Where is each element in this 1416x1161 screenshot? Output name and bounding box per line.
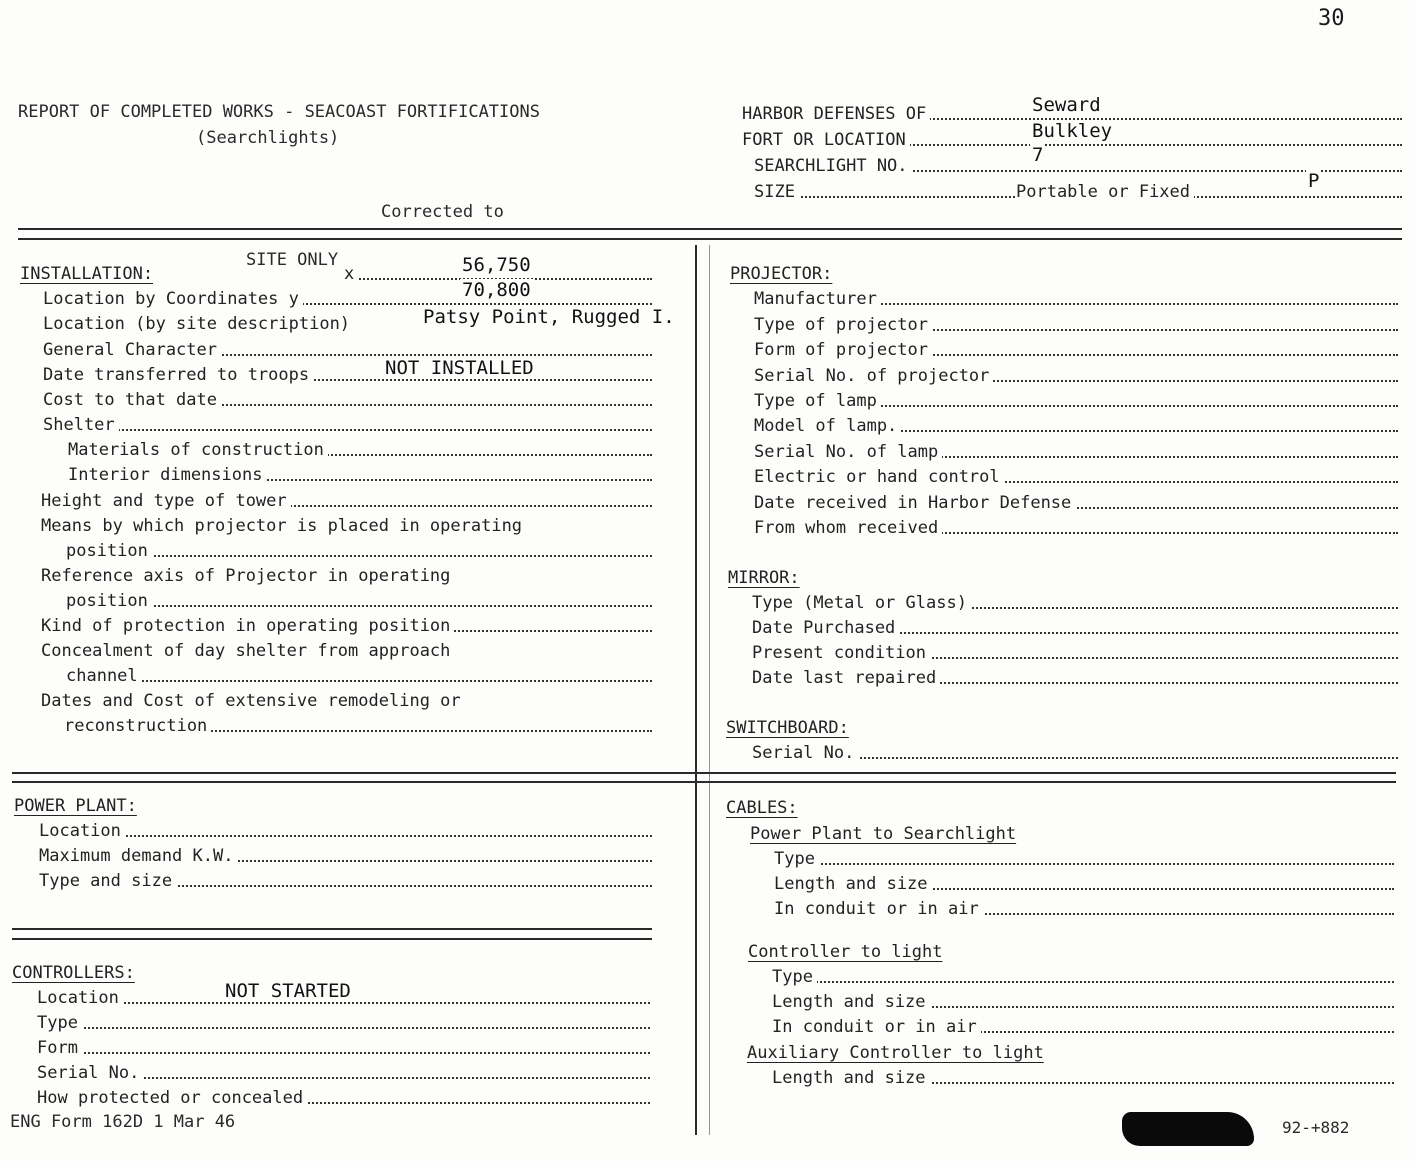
coord-y-label: Location by Coordinates y (43, 289, 303, 309)
cable-field-0-0 (774, 849, 1394, 873)
cable-power-type-label: Type (774, 849, 819, 869)
projector-field-6 (754, 442, 1398, 466)
redaction-mark (1122, 1112, 1254, 1146)
cable-group-auxiliary-title: Auxiliary Controller to light (747, 1043, 1044, 1063)
projector-field-4 (754, 391, 1398, 415)
form-id: ENG Form 162D 1 Mar 46 (10, 1112, 236, 1132)
projector-field-5 (754, 416, 1398, 440)
protection-field (41, 616, 652, 640)
site-only-note: SITE ONLY (246, 250, 339, 270)
projector-heading: PROJECTOR: (730, 264, 833, 284)
projector-field-1 (754, 315, 1398, 339)
switchboard-serial-label: Serial No. (752, 743, 858, 763)
shelter-label: Shelter (43, 415, 119, 435)
cost-field (43, 390, 652, 414)
switchboard-heading: SWITCHBOARD: (726, 718, 849, 738)
means-position-field (66, 541, 652, 565)
searchlight-no-value: 7 (1032, 144, 1044, 166)
protection-label: Kind of protection in operating position (41, 616, 454, 636)
cable-field-2-0 (772, 1068, 1394, 1092)
type-lamp-label: Type of lamp (754, 391, 881, 411)
mirror-heading: MIRROR: (728, 568, 800, 588)
means-field (41, 516, 652, 540)
coord-x-label: x (344, 264, 358, 284)
top-rule-double (18, 238, 1402, 240)
fort-location-field (742, 120, 1402, 154)
corrected-to-label: Corrected to (381, 202, 504, 222)
cable-auxiliary-length-label: Length and size (772, 1068, 930, 1088)
page-number: 30 (1318, 6, 1345, 31)
size-field (754, 170, 1402, 206)
mirror-type-label: Type (Metal or Glass) (752, 593, 971, 613)
cost-label: Cost to that date (43, 390, 221, 410)
type-projector-label: Type of projector (754, 315, 932, 335)
projector-field-9 (754, 518, 1398, 542)
materials-label: Materials of construction (68, 440, 328, 460)
portable-fixed-value: P (1308, 170, 1320, 192)
fort-location-label: FORT OR LOCATION (742, 130, 910, 150)
general-character-label: General Character (43, 340, 221, 360)
reference-position-field (66, 591, 652, 615)
controllers-heading: CONTROLLERS: (12, 963, 135, 983)
mirror-field-2 (752, 643, 1398, 667)
harbor-defenses-label: HARBOR DEFENSES OF (742, 104, 930, 124)
means-position-label: position (66, 541, 152, 561)
document-title: REPORT OF COMPLETED WORKS - SEACOAST FORTIFICATIONS (18, 102, 540, 122)
cable-field-1-2 (772, 1017, 1394, 1041)
reference-position-label: position (66, 591, 152, 611)
mirror-condition-label: Present condition (752, 643, 930, 663)
means-label: Means by which projector is placed in operating (41, 516, 526, 536)
serial-number: 92-+882 (1282, 1118, 1350, 1137)
general-character-field (43, 340, 652, 364)
cable-field-0-1 (774, 874, 1394, 898)
cable-controller-type-label: Type (772, 967, 817, 987)
mid-rule (12, 772, 1396, 774)
reconstruction-label: reconstruction (64, 716, 211, 736)
manufacturer-label: Manufacturer (754, 289, 881, 309)
projector-field-8 (754, 493, 1398, 517)
cable-power-conduit-label: In conduit or in air (774, 899, 983, 919)
controllers-form-label: Form (37, 1038, 82, 1058)
projector-field-7 (754, 467, 1398, 491)
top-rule (18, 228, 1402, 230)
mirror-repaired-label: Date last repaired (752, 668, 940, 688)
center-divider-thin (709, 245, 710, 1135)
remodeling-label: Dates and Cost of extensive remodeling or (41, 691, 465, 711)
date-transferred-value: NOT INSTALLED (385, 357, 534, 379)
lower-left-rule-double (12, 938, 652, 940)
concealment-field (41, 641, 652, 665)
materials-field (68, 440, 652, 464)
reference-axis-label: Reference axis of Projector in operating (41, 566, 454, 586)
size-label: SIZE (754, 182, 799, 202)
projector-field-3 (754, 366, 1398, 390)
reconstruction-field (64, 716, 652, 740)
controllers-protected-label: How protected or concealed (37, 1088, 307, 1108)
portable-fixed-label: Portable or Fixed (1016, 182, 1194, 202)
cable-power-length-label: Length and size (774, 874, 932, 894)
date-transferred-label: Date transferred to troops (43, 365, 313, 385)
site-description-value: Patsy Point, Rugged I. (423, 306, 675, 328)
cable-controller-length-label: Length and size (772, 992, 930, 1012)
power-field-1 (39, 846, 652, 870)
remodeling-field (41, 691, 652, 715)
mirror-purchased-label: Date Purchased (752, 618, 899, 638)
projector-field-2 (754, 340, 1398, 364)
cables-heading: CABLES: (726, 798, 798, 818)
channel-field (66, 666, 652, 690)
coord-x-value: 56,750 (462, 254, 531, 276)
power-field-2 (39, 871, 652, 895)
power-field-0 (39, 821, 652, 845)
controllers-location-value: NOT STARTED (225, 980, 351, 1002)
controllers-serial-label: Serial No. (37, 1063, 143, 1083)
site-description-label: Location (by site description) (43, 314, 354, 334)
interior-dimensions-label: Interior dimensions (68, 465, 266, 485)
from-whom-label: From whom received (754, 518, 942, 538)
controllers-field-1 (37, 1013, 650, 1037)
searchlight-no-label: SEARCHLIGHT NO. (754, 156, 912, 176)
cable-group-controller-title: Controller to light (748, 942, 943, 962)
harbor-defenses-value: Seward (1032, 94, 1101, 116)
power-location-label: Location (39, 821, 125, 841)
controllers-field-4 (37, 1088, 650, 1112)
date-transferred-field (43, 357, 652, 389)
mirror-field-1 (752, 618, 1398, 642)
channel-label: channel (66, 666, 142, 686)
power-plant-heading: POWER PLANT: (14, 796, 137, 816)
controllers-location-label: Location (37, 988, 123, 1008)
projector-field-0 (754, 289, 1398, 313)
searchlight-no-field (754, 144, 1402, 180)
center-divider (695, 245, 697, 1135)
interior-dimensions-field (68, 465, 652, 489)
mirror-field-0 (752, 593, 1398, 617)
document-subtitle: (Searchlights) (196, 128, 340, 148)
mirror-field-3 (752, 668, 1398, 692)
tower-label: Height and type of tower (41, 491, 291, 511)
tower-field (41, 491, 652, 515)
fort-location-value: Bulkley (1032, 120, 1113, 142)
reference-axis-field (41, 566, 652, 590)
serial-projector-label: Serial No. of projector (754, 366, 993, 386)
shelter-field (43, 415, 652, 439)
coord-y-value: 70,800 (462, 279, 531, 301)
concealment-label: Concealment of day shelter from approach (41, 641, 454, 661)
power-type-label: Type and size (39, 871, 176, 891)
power-demand-label: Maximum demand K.W. (39, 846, 237, 866)
control-label: Electric or hand control (754, 467, 1004, 487)
model-lamp-label: Model of lamp. (754, 416, 901, 436)
cable-group-power-title: Power Plant to Searchlight (750, 824, 1017, 844)
cable-field-1-0 (772, 967, 1394, 991)
cable-controller-conduit-label: In conduit or in air (772, 1017, 981, 1037)
form-projector-label: Form of projector (754, 340, 932, 360)
switchboard-field-0 (752, 743, 1398, 767)
cable-field-0-2 (774, 899, 1394, 923)
controllers-field-0 (37, 980, 650, 1012)
lower-left-rule (12, 928, 652, 930)
site-description-field (43, 306, 675, 338)
controllers-type-label: Type (37, 1013, 82, 1033)
installation-heading: INSTALLATION: (20, 264, 154, 284)
controllers-field-3 (37, 1063, 650, 1087)
cable-field-1-1 (772, 992, 1394, 1016)
controllers-field-2 (37, 1038, 650, 1062)
mid-rule-double (12, 781, 1396, 783)
serial-lamp-label: Serial No. of lamp (754, 442, 942, 462)
date-received-label: Date received in Harbor Defense (754, 493, 1075, 513)
